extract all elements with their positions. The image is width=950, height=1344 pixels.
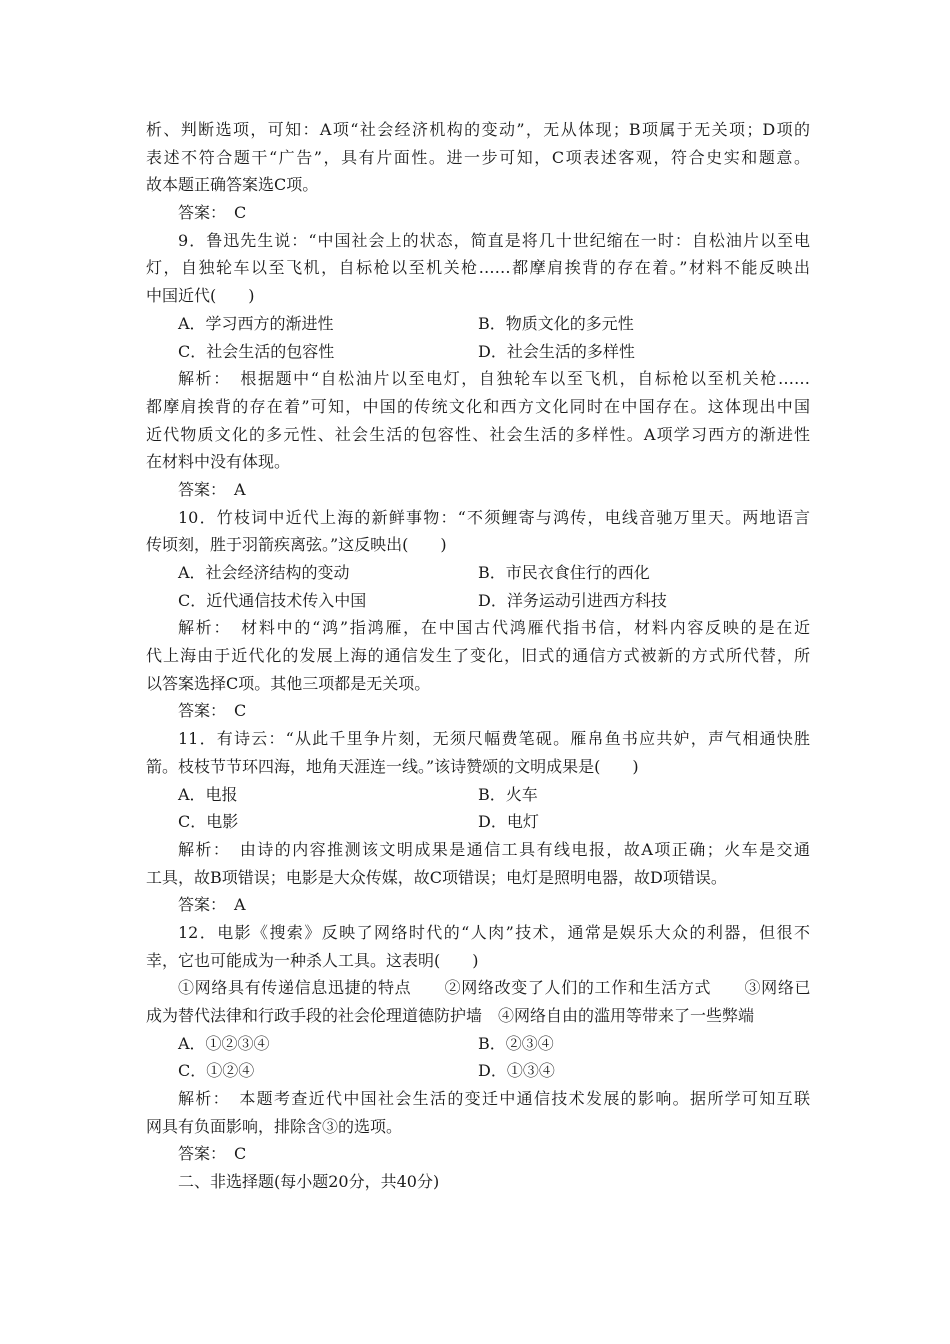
statement-line: 成为替代法律和行政手段的社会伦理道德防护墙 ④网络自由的滥用等带来了一些弊端 (146, 1006, 755, 1025)
option-d: D．社会生活的多样性 (478, 341, 635, 361)
question-stem-line: 中国近代( ) (146, 286, 255, 306)
analysis-line: 在材料中没有体现。 (146, 452, 291, 472)
question-stem-line: 灯，自独轮车以至飞机，自标枪以至机关枪……都摩肩挨背的存在着。”材料不能反映出 (146, 258, 810, 278)
question-11 (146, 725, 810, 919)
option-b: B．火车 (478, 784, 538, 804)
options-row (146, 781, 810, 809)
answer: 答案： C (178, 1144, 247, 1164)
question-stem-line: 箭。枝枝节节环四海，地角天涯连一线。”该诗赞颂的文明成果是( ) (146, 756, 639, 776)
analysis-line: 代上海由于近代化的发展上海的通信发生了变化，旧式的通信方式被新的方式所代替，所 (146, 646, 810, 666)
option-a: A．电报 (178, 784, 238, 804)
text-line: 表述不符合题干“广告”，具有片面性。进一步可知，C项表述客观，符合史实和题意。 (146, 147, 810, 167)
option-c: C．电影 (178, 812, 239, 832)
question-stem-line: 传顷刻，胜于羽箭疾离弦。”这反映出( ) (146, 535, 447, 555)
question-stem-line: 9．鲁迅先生说：“中国社会上的状态，简直是将几十世纪缩在一时：自松油片以至电 (178, 230, 810, 250)
analysis-line: 工具，故B项错误；电影是大众传媒，故C项错误；电灯是照明电器，故D项错误。 (146, 867, 727, 887)
analysis-line: 以答案选择C项。其他三项都是无关项。 (146, 673, 431, 693)
option-d: D．洋务运动引进西方科技 (478, 590, 667, 610)
question-stem-line: 11．有诗云：“从此千里争片刻，无须尺幅费笔砚。雁帛鱼书应共妒，声气相通快胜 (178, 729, 810, 749)
question-9 (146, 227, 810, 504)
options-row (146, 808, 810, 836)
section-heading: 二、非选择题(每小题20分，共40分) (178, 1172, 440, 1192)
options-row (146, 1030, 810, 1058)
question-12 (146, 919, 810, 1168)
analysis-line: 解析： 由诗的内容推测该文明成果是通信工具有线电报，故A项正确；火车是交通 (178, 839, 810, 859)
statement-line: ①网络具有传递信息迅捷的特点 ②网络改变了人们的工作和生活方式 ③网络已 (178, 978, 810, 998)
option-d: D．①③④ (478, 1061, 555, 1081)
analysis-line: 网具有负面影响，排除含③的选项。 (146, 1116, 403, 1136)
options-row (146, 587, 810, 615)
option-a: A．①②③④ (178, 1033, 270, 1053)
text-line: 析、判断选项，可知：A项“社会经济机构的变动”，无从体现；B项属于无关项；D项的 (146, 120, 810, 139)
question-stem-line: 幸，它也可能成为一种杀人工具。这表明( ) (146, 950, 479, 970)
page-content (146, 116, 810, 1196)
option-d: D．电灯 (478, 812, 539, 832)
analysis-line: 都摩肩挨背的存在着”可知，中国的传统文化和西方文化同时在中国存在。这体现出中国 (146, 396, 810, 416)
question-stem-line: 12．电影《搜索》反映了网络时代的“人肉”技术，通常是娱乐大众的利器，但很不 (178, 922, 810, 942)
option-b: B．市民衣食住行的西化 (478, 563, 650, 582)
option-c: C．社会生活的包容性 (178, 341, 335, 361)
option-b: B．②③④ (478, 1033, 554, 1053)
analysis-line: 解析： 材料中的“鸿”指鸿雁，在中国古代鸿雁代指书信，材料内容反映的是在近 (178, 618, 810, 638)
prev-answer: 答案： C (178, 203, 247, 223)
option-b: B．物质文化的多元性 (478, 313, 634, 333)
options-row (146, 1057, 810, 1085)
option-c: C．近代通信技术传入中国 (178, 590, 367, 610)
options-row (146, 559, 810, 587)
option-c: C．①②④ (178, 1061, 255, 1081)
options-row (146, 338, 810, 366)
analysis-line: 解析： 本题考查近代中国社会生活的变迁中通信技术发展的影响。据所学可知互联 (178, 1089, 810, 1109)
text-line: 故本题正确答案选C项。 (146, 175, 319, 195)
option-a: A．社会经济结构的变动 (178, 563, 350, 582)
options-row (146, 310, 810, 338)
answer: 答案： A (178, 895, 246, 915)
analysis-line: 近代物质文化的多元性、社会生活的包容性、社会生活的多样性。A项学习西方的渐进性 (146, 424, 810, 444)
question-10 (146, 504, 810, 726)
option-a: A．学习西方的渐进性 (178, 313, 334, 333)
question-stem-line: 10．竹枝词中近代上海的新鲜事物：“不须鲤寄与鸿传，电线音驰万里天。两地语言 (178, 507, 810, 527)
prev-analysis (146, 116, 810, 199)
answer: 答案： A (178, 479, 246, 499)
analysis-line: 解析： 根据题中“自松油片以至电灯，自独轮车以至飞机，自标枪以至机关枪…… (178, 369, 810, 389)
answer: 答案： C (178, 701, 247, 721)
